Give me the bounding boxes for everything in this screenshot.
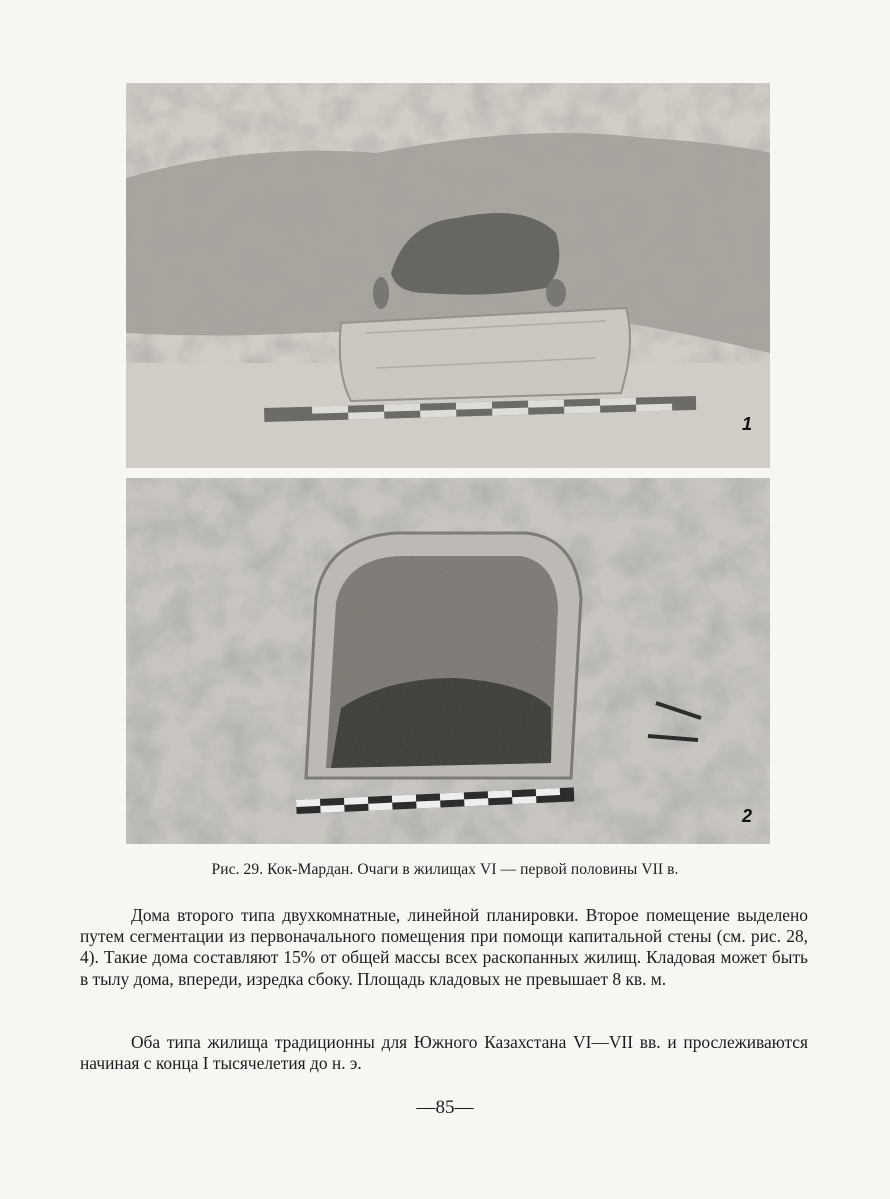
body-paragraph-2: Оба типа жилища традиционны для Южного Казахстана VI—VII вв. и прослеживаются начиная с конца I тысячелетия до н. э. (80, 1032, 808, 1074)
body-paragraph-1: Дома второго типа двухкомнатные, линейной планировки. Второе помещение выделено путем сегментации из первоначального помещения при помощи капитальной стены (см. рис. 28, 4). Такие дома составляют 15% от общей массы всех раскопанных жилищ. Кладовая может быть в тылу дома, впереди, изредка сбоку. Площадь кладовых не превышает 8 кв. м. (80, 905, 808, 989)
photo-hearth-2-image (126, 478, 770, 844)
figure-caption: Рис. 29. Кок-Мардан. Очаги в жилищах VI — первой половины VII в. (211, 861, 679, 878)
page-number: —85— (416, 1097, 474, 1118)
photo-hearth-1-image (126, 83, 770, 468)
photo-hearth-2 (126, 478, 770, 844)
photo-hearth-1 (126, 83, 770, 468)
photo-1-label: 1 (742, 414, 753, 434)
photo-2-label: 2 (742, 806, 753, 826)
